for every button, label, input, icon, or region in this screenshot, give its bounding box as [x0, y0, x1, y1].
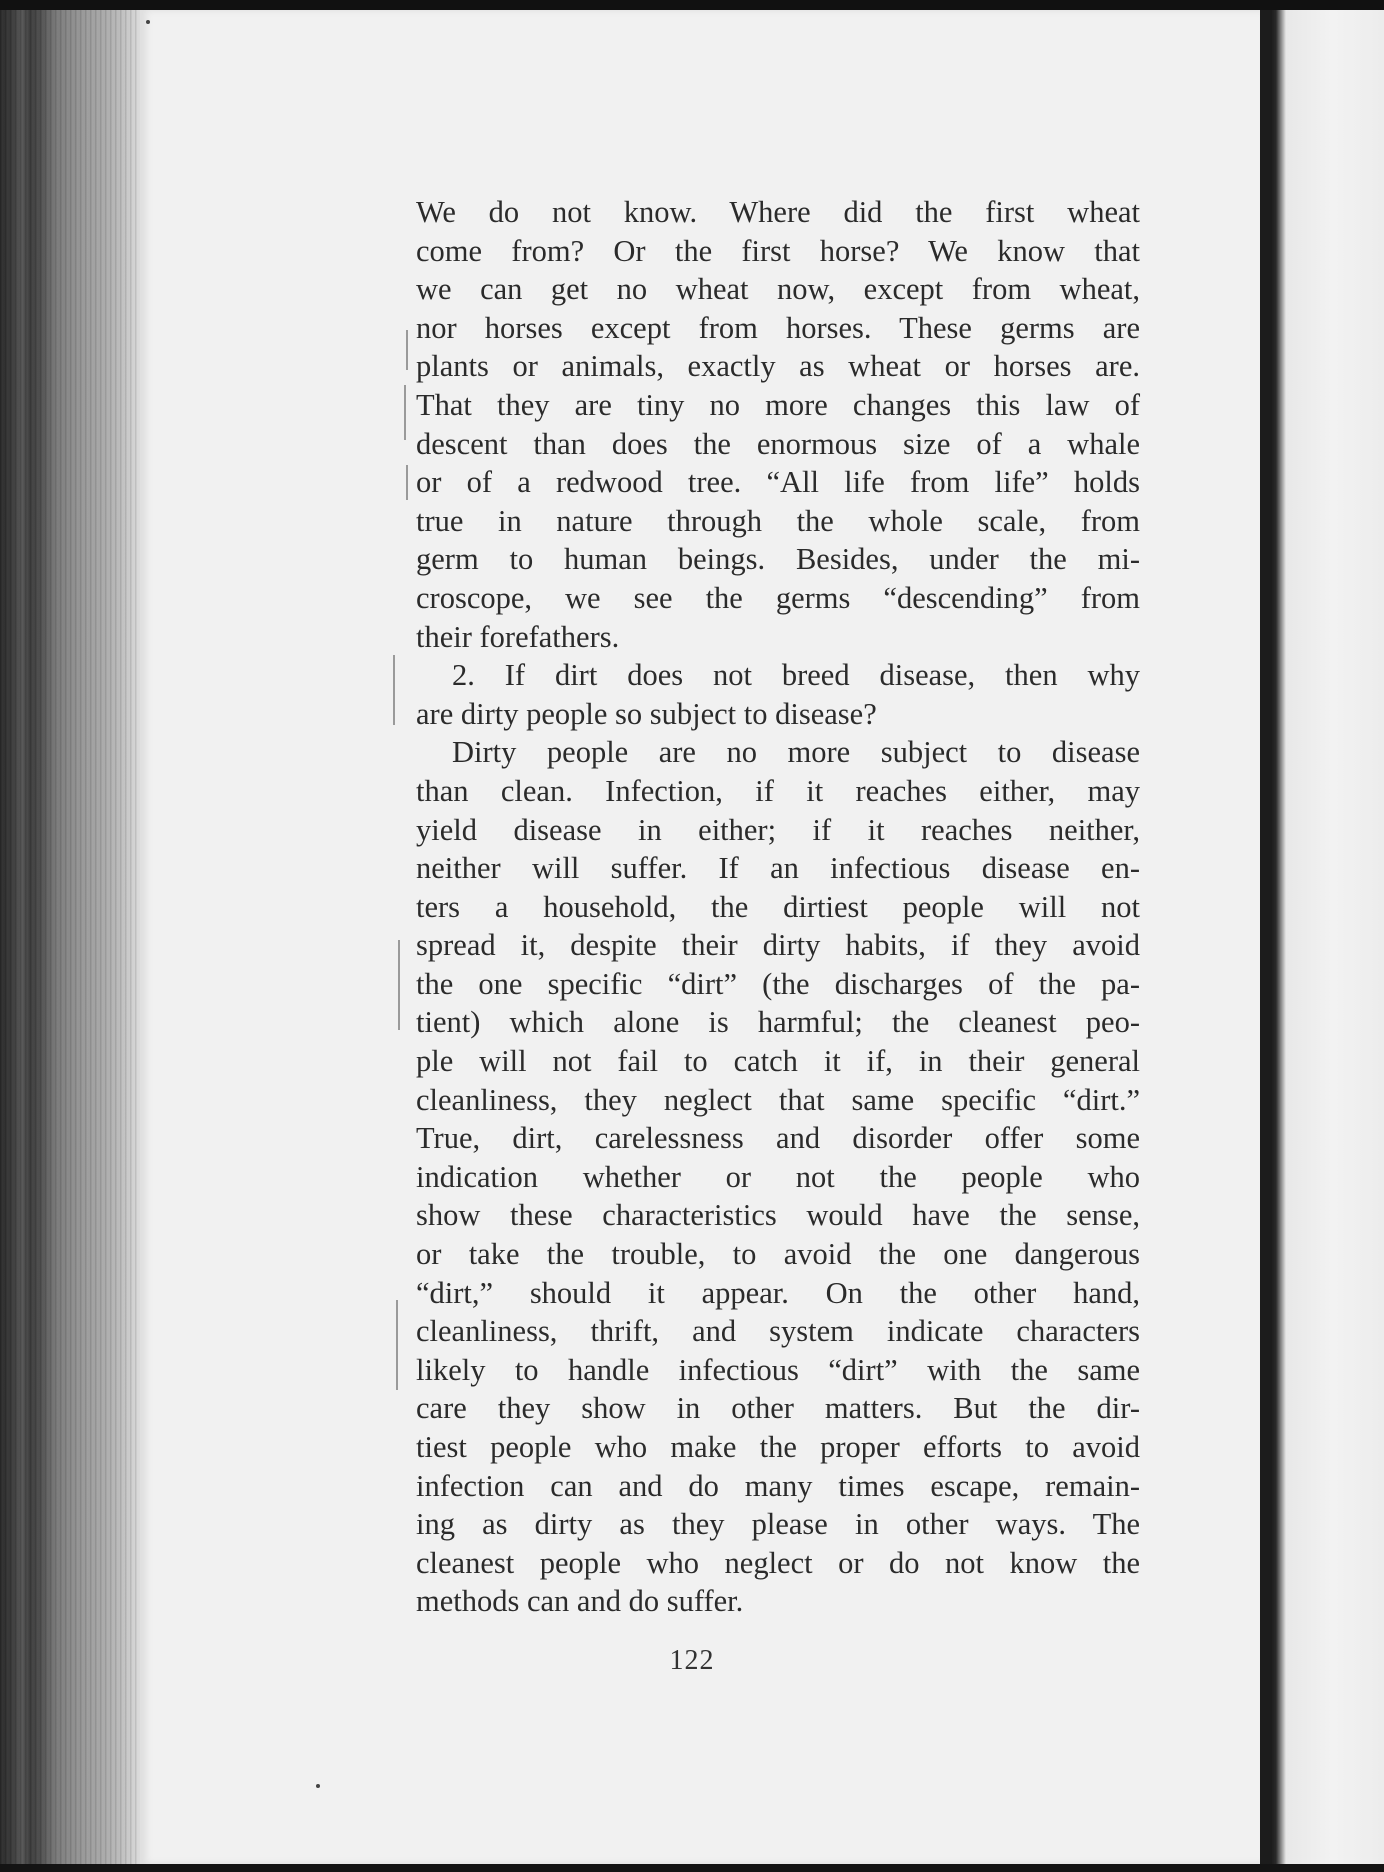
scan-top-border — [0, 0, 1384, 10]
body-text — [416, 193, 1140, 1621]
question-2 — [416, 656, 1140, 733]
margin-mark — [393, 655, 395, 725]
text-line: spread it, despite their dirty habits, if they avoid — [416, 928, 1140, 963]
text-line: ters a household, the dirtiest people will not — [416, 889, 1140, 924]
text-line: Dirty people are no more subject to disease — [452, 735, 1140, 770]
text-line: methods can and do suffer. — [416, 1584, 744, 1619]
text-line: croscope, we see the germs “descending” from — [416, 580, 1140, 615]
text-line: cleanliness, they neglect that same specific “dirt.” — [416, 1082, 1140, 1117]
speck — [146, 20, 150, 24]
text-line: nor horses except from horses. These germs are — [416, 310, 1140, 345]
text-line: indication whether or not the people who — [416, 1159, 1140, 1194]
text-line: plants or animals, exactly as wheat or horses are. — [416, 349, 1140, 384]
margin-mark — [396, 1300, 398, 1390]
text-line: That they are tiny no more changes this law of — [416, 387, 1140, 422]
text-line: their forefathers. — [416, 619, 620, 654]
answer-paragraph — [416, 733, 1140, 1621]
margin-mark — [398, 940, 400, 1030]
text-line: we can get no wheat now, except from wheat, — [416, 272, 1140, 307]
text-line: likely to handle infectious “dirt” with the same — [416, 1352, 1140, 1387]
paragraph-1 — [416, 193, 1140, 656]
margin-mark — [404, 385, 406, 440]
margin-mark — [406, 465, 408, 500]
book-edge — [0, 0, 140, 1872]
text-line: cleanliness, thrift, and system indicate characters — [416, 1314, 1140, 1349]
margin-mark — [406, 330, 408, 370]
text-line: tiest people who make the proper efforts to avoid — [416, 1430, 1140, 1464]
facing-page-edge — [1272, 0, 1384, 1872]
text-line: come from? Or the first horse? We know that — [416, 233, 1140, 268]
text-line: “dirt,” should it appear. On the other hand, — [416, 1275, 1140, 1310]
text-line: 2. If dirt does not breed disease, then why — [452, 658, 1140, 693]
text-line: true in nature through the whole scale, from — [416, 503, 1140, 538]
text-line: True, dirt, carelessness and disorder offer some — [416, 1121, 1140, 1156]
text-line: germ to human beings. Besides, under the mi- — [416, 542, 1140, 577]
text-line: or of a redwood tree. “All life from life” holds — [416, 465, 1140, 500]
text-line: or take the trouble, to avoid the one dangerous — [416, 1237, 1140, 1272]
text-line: We do not know. Where did the first wheat — [416, 195, 1140, 229]
text-line: care they show in other matters. But the dir- — [416, 1391, 1140, 1426]
text-line: show these characteristics would have the sense, — [416, 1198, 1140, 1233]
text-line: infection can and do many times escape, remain- — [416, 1468, 1140, 1503]
text-line: are dirty people so subject to disease? — [416, 696, 877, 731]
page-number: 122 — [669, 1645, 715, 1676]
text-line: tient) which alone is harmful; the cleanest peo- — [416, 1005, 1140, 1040]
text-line: the one specific “dirt” (the discharges of the pa- — [416, 966, 1140, 1001]
text-line: than clean. Infection, if it reaches either, may — [416, 773, 1140, 808]
scan-bottom-border — [0, 1864, 1384, 1872]
text-line: yield disease in either; if it reaches neither, — [416, 812, 1140, 847]
text-line: ing as dirty as they please in other ways. The — [416, 1507, 1140, 1542]
speck — [316, 1784, 320, 1788]
text-line: neither will suffer. If an infectious disease en- — [416, 851, 1140, 886]
text-line: cleanest people who neglect or do not know the — [416, 1545, 1140, 1580]
text-line: descent than does the enormous size of a whale — [416, 426, 1140, 461]
text-line: ple will not fail to catch it if, in their general — [416, 1044, 1140, 1079]
